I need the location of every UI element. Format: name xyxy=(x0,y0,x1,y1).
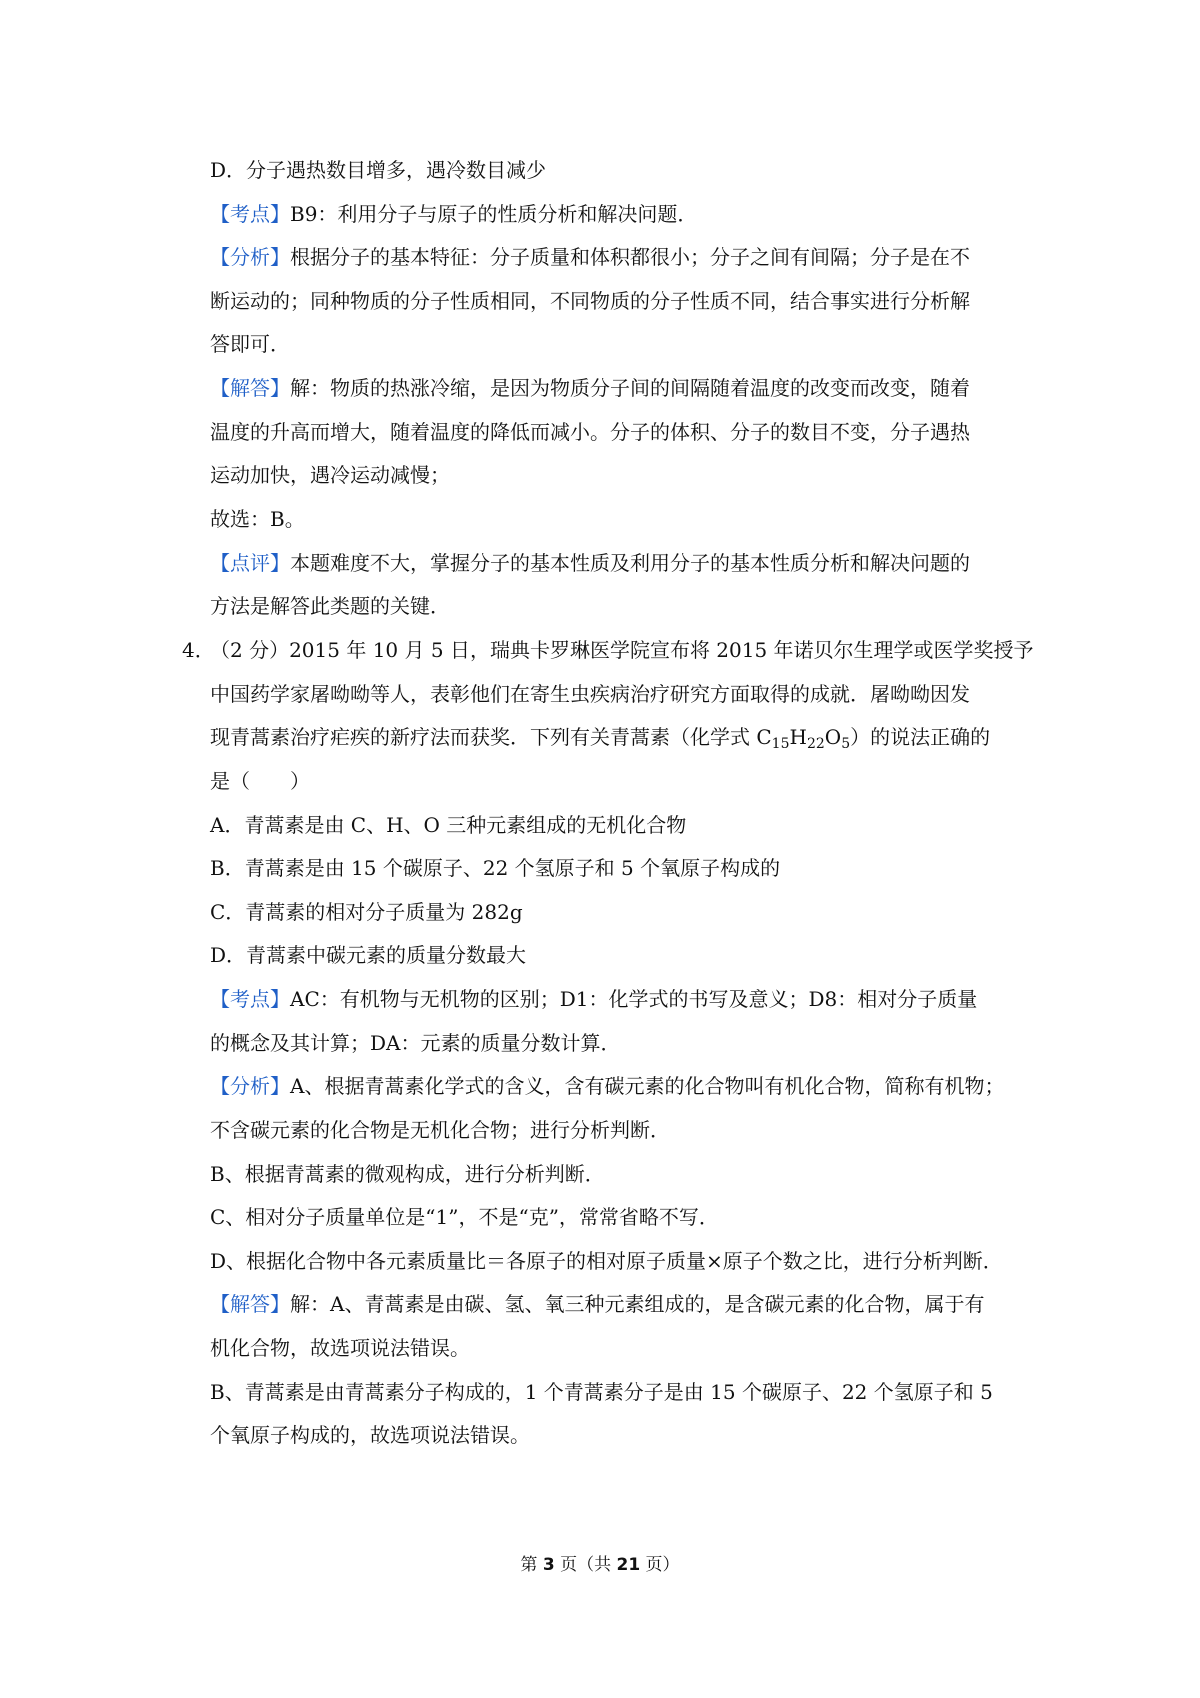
q3-fenxi-line2: 断运动的；同种物质的分子性质相同，不同物质的分子性质不同，结合事实进行分析解 xyxy=(210,289,970,313)
q3-kaodian-tag: 【考点】 xyxy=(210,202,290,226)
q4-option-d: D．青蒿素中碳元素的质量分数最大 xyxy=(210,943,527,967)
q4-number: 4． xyxy=(182,638,215,662)
q4-fenxi-line3: B、根据青蒿素的微观构成，进行分析判断． xyxy=(210,1162,605,1186)
formula-o: O xyxy=(824,725,842,749)
q4-fenxi-line1: A、根据青蒿素化学式的含义，含有碳元素的化合物叫有机化合物，简称有机物； xyxy=(290,1074,1005,1098)
q4-jieda-line4: 个氧原子构成的，故选项说法错误。 xyxy=(210,1423,530,1447)
q4-fenxi xyxy=(210,1072,1030,1100)
q4-fenxi-line5: D、根据化合物中各元素质量比＝各原子的相对原子质量×原子个数之比，进行分析判断． xyxy=(210,1249,1003,1273)
q3-dianping-line1: 本题难度不大，掌握分子的基本性质及利用分子的基本性质分析和解决问题的 xyxy=(290,551,970,575)
q4-jieda-line1: 解：A、青蒿素是由碳、氢、氧三种元素组成的，是含碳元素的化合物，属于有 xyxy=(290,1292,985,1316)
formula-sub-o: 5 xyxy=(841,736,851,752)
q3-option-d: D．分子遇热数目增多，遇冷数目减少 xyxy=(210,158,547,182)
formula-sub-c: 15 xyxy=(771,736,790,752)
q3-jieda xyxy=(210,374,1030,402)
q3-fenxi-line1: 根据分子的基本特征：分子质量和体积都很小；分子之间有间隔；分子是在不 xyxy=(290,245,970,269)
footer-page-number: 3 xyxy=(542,1555,555,1575)
q4-stem-line1 xyxy=(182,636,1034,664)
q3-jieda-tag: 【解答】 xyxy=(210,376,290,400)
footer-pre: 第 xyxy=(520,1555,543,1575)
q4-stem-line3-post: ）的说法正确的 xyxy=(850,725,991,749)
q4-option-b: B．青蒿素是由 15 个碳原子、22 个氢原子和 5 个氧原子构成的 xyxy=(210,856,781,880)
q3-kaodian-text: B9：利用分子与原子的性质分析和解决问题． xyxy=(290,202,698,226)
q4-kaodian-line1: AC：有机物与无机物的区别；D1：化学式的书写及意义；D8：相对分子质量 xyxy=(290,987,978,1011)
q4-kaodian xyxy=(210,985,1030,1013)
formula-sub-h: 22 xyxy=(806,736,825,752)
q4-stem-text1: （2 分）2015 年 10 月 5 日，瑞典卡罗琳医学院宣布将 2015 年诺贝尔生理学或医学奖授予 xyxy=(210,638,1034,662)
q4-option-a: A．青蒿素是由 C、H、O 三种元素组成的无机化合物 xyxy=(210,813,687,837)
q4-fenxi-line2: 不含碳元素的化合物是无机化合物；进行分析判断． xyxy=(210,1118,670,1142)
q4-option-c: C．青蒿素的相对分子质量为 282g xyxy=(210,900,523,924)
page-footer xyxy=(0,1553,1200,1577)
footer-post: 页） xyxy=(640,1555,680,1575)
q4-fenxi-line4: C、相对分子质量单位是“1”，不是“克”，常常省略不写． xyxy=(210,1205,719,1229)
formula-h: H xyxy=(789,725,807,749)
q4-jieda-line2: 机化合物，故选项说法错误。 xyxy=(210,1336,470,1360)
q3-jieda-line2: 温度的升高而增大，随着温度的降低而减小。分子的体积、分子的数目不变，分子遇热 xyxy=(210,420,970,444)
q4-jieda-tag: 【解答】 xyxy=(210,1292,290,1316)
q3-fenxi-tag: 【分析】 xyxy=(210,245,290,269)
q4-stem-line2: 中国药学家屠呦呦等人，表彰他们在寄生虫疾病治疗研究方面取得的成就．屠呦呦因发 xyxy=(210,682,970,706)
q4-kaodian-line2: 的概念及其计算；DA：元素的质量分数计算． xyxy=(210,1031,621,1055)
footer-mid: 页（共 xyxy=(554,1555,617,1575)
q4-stem-line4: 是（ ） xyxy=(210,769,310,793)
q3-dianping-tag: 【点评】 xyxy=(210,551,290,575)
q4-stem-line3-pre: 现青蒿素治疗疟疾的新疗法而获奖．下列有关青蒿素（化学式 C xyxy=(210,725,772,749)
footer-total-pages: 21 xyxy=(616,1555,641,1575)
q3-jieda-line3: 运动加快，遇冷运动减慢； xyxy=(210,463,450,487)
q3-answer: 故选：B。 xyxy=(210,507,305,531)
q3-dianping-line2: 方法是解答此类题的关键． xyxy=(210,594,450,618)
q4-jieda-line3: B、青蒿素是由青蒿素分子构成的，1 个青蒿素分子是由 15 个碳原子、22 个氢原子和 5 xyxy=(210,1380,993,1404)
q4-stem-line3 xyxy=(210,723,1030,751)
q4-jieda xyxy=(210,1290,1030,1318)
q4-kaodian-tag: 【考点】 xyxy=(210,987,290,1011)
q3-dianping xyxy=(210,549,1030,577)
q3-fenxi xyxy=(210,243,1030,271)
q3-fenxi-line3: 答即可． xyxy=(210,332,290,356)
q4-fenxi-tag: 【分析】 xyxy=(210,1074,290,1098)
q3-jieda-line1: 解：物质的热涨冷缩，是因为物质分子间的间隔随着温度的改变而改变，随着 xyxy=(290,376,970,400)
q3-kaodian xyxy=(210,200,1030,228)
